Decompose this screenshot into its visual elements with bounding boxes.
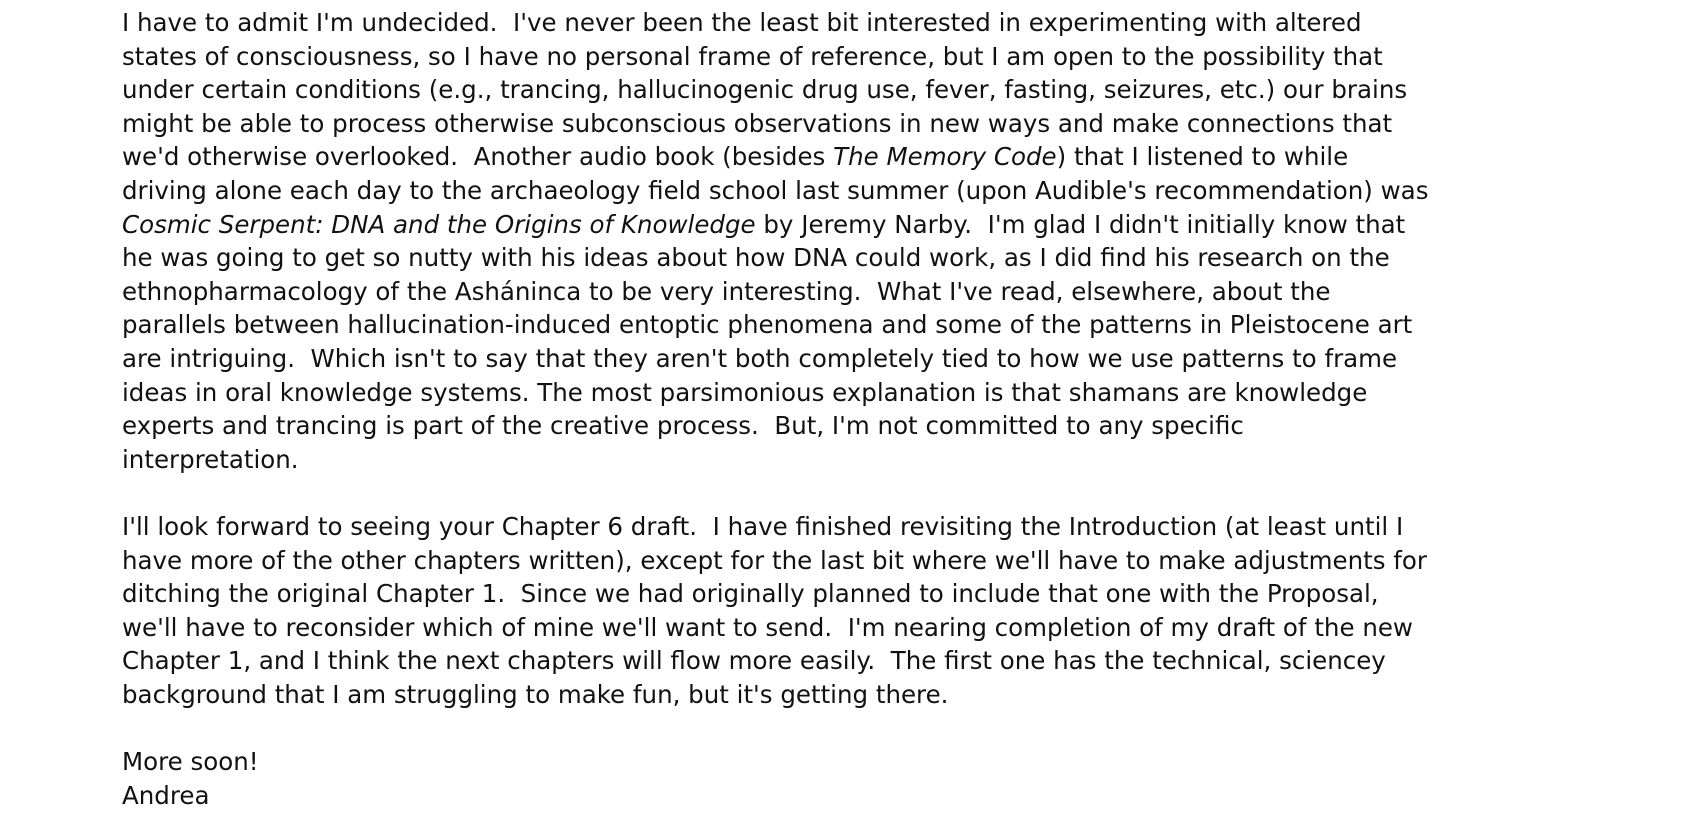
text-run: under certain conditions (e.g., trancing, hallucinogenic drug use, fever, fasting, seizures, etc.) our brains	[122, 75, 1408, 105]
text-run: ditching the original Chapter 1. Since we had originally planned to include that one with the Proposal,	[122, 579, 1379, 609]
paragraph-1	[122, 6, 1602, 476]
text-line	[122, 544, 1602, 578]
text-run: driving alone each day to the archaeology field school last summer (upon Audible's recommendation) was	[122, 175, 1429, 205]
text-run: interpretation.	[122, 444, 299, 474]
text-line	[122, 208, 1602, 242]
text-line	[122, 241, 1602, 275]
text-run: by Jeremy Narby. I'm glad I didn't initially know that	[755, 209, 1406, 239]
text-run: ethnopharmacology of the Asháninca to be very interesting. What I've read, elsewhere, about the	[122, 276, 1331, 306]
text-line	[122, 40, 1602, 74]
text-line	[122, 6, 1602, 40]
closing-block	[122, 745, 1602, 812]
text-line	[122, 275, 1602, 309]
text-run: I'll look forward to seeing your Chapter 6 draft. I have finished revisiting the Introduction (at least until I	[122, 511, 1404, 541]
text-line	[122, 73, 1602, 107]
text-run: states of consciousness, so I have no personal frame of reference, but I am open to the possibility that	[122, 41, 1383, 71]
sign-off: More soon!	[122, 747, 259, 777]
text-run: background that I am struggling to make fun, but it's getting there.	[122, 679, 949, 709]
text-line	[122, 443, 1602, 477]
text-run: ideas in oral knowledge systems. The most parsimonious explanation is that shamans are knowledge	[122, 377, 1368, 407]
text-line	[122, 107, 1602, 141]
paragraph-2	[122, 510, 1602, 712]
text-line	[122, 577, 1602, 611]
text-run: we'll have to reconsider which of mine we'll want to send. I'm nearing completion of my draft of the new	[122, 612, 1413, 642]
text-line	[122, 342, 1602, 376]
text-run: ) that I listened to while	[1056, 142, 1349, 172]
text-run: have more of the other chapters written), except for the last bit where we'll have to make adjustments for	[122, 545, 1427, 575]
text-run: are intriguing. Which isn't to say that they aren't both completely tied to how we use patterns to frame	[122, 343, 1398, 373]
book-title: Cosmic Serpent: DNA and the Origins of Knowledge	[122, 209, 756, 239]
book-title: The Memory Code	[833, 142, 1057, 172]
letter-body	[122, 6, 1602, 812]
text-line	[122, 308, 1602, 342]
text-run: Chapter 1, and I think the next chapters will flow more easily. The first one has the technical, sciencey	[122, 646, 1386, 676]
text-run: he was going to get so nutty with his ideas about how DNA could work, as I did find his research on the	[122, 243, 1390, 273]
text-line	[122, 140, 1602, 174]
text-run: I have to admit I'm undecided. I've never been the least bit interested in experimenting with altered	[122, 8, 1362, 37]
text-line	[122, 510, 1602, 544]
text-line	[122, 644, 1602, 678]
text-line	[122, 376, 1602, 410]
text-run: we'd otherwise overlooked. Another audio book (besides	[122, 142, 834, 172]
signature: Andrea	[122, 780, 210, 810]
text-line	[122, 678, 1602, 712]
text-line	[122, 174, 1602, 208]
text-run: parallels between hallucination-induced entoptic phenomena and some of the patterns in Pleistocene art	[122, 310, 1413, 340]
text-run: might be able to process otherwise subconscious observations in new ways and make connections that	[122, 108, 1393, 138]
text-line	[122, 409, 1602, 443]
text-line	[122, 611, 1602, 645]
text-run: experts and trancing is part of the creative process. But, I'm not committed to any specific	[122, 411, 1244, 441]
